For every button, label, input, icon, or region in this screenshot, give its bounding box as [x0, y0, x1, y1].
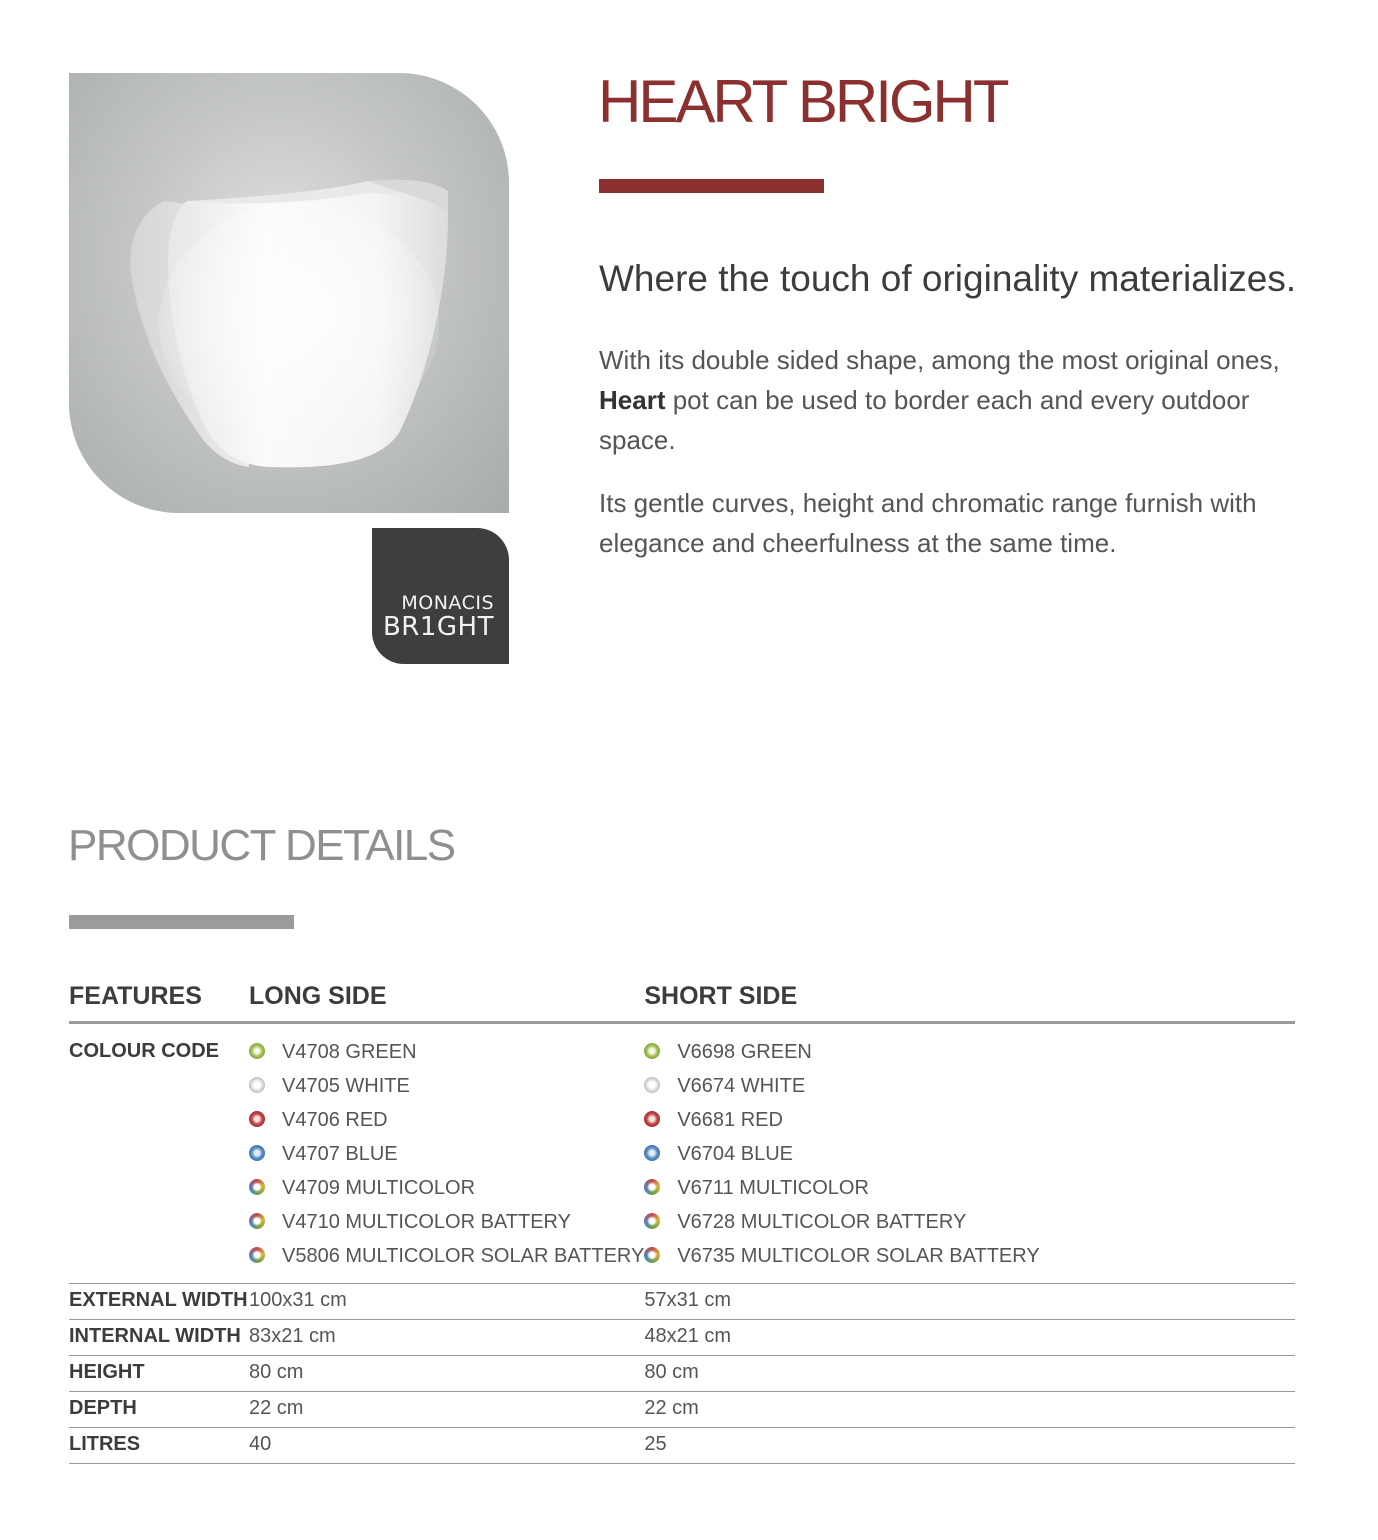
short-side-colours: [644, 1023, 1295, 1284]
product-title: HEART BRIGHT: [598, 68, 1007, 135]
long-side-value: 80 cm: [249, 1356, 644, 1392]
feature-label: LITRES: [69, 1428, 249, 1464]
colour-swatch-icon: [644, 1077, 660, 1093]
description-bold-term: Heart: [599, 385, 666, 415]
feature-label: DEPTH: [69, 1392, 249, 1428]
colour-item: V6674 WHITE: [644, 1074, 1295, 1108]
colour-swatch-icon: [249, 1043, 265, 1059]
colour-swatch-icon: [644, 1145, 660, 1161]
short-side-value: 80 cm: [644, 1356, 1295, 1392]
section-title-product-details: PRODUCT DETAILS: [68, 821, 455, 870]
colour-item: V4708 GREEN: [249, 1040, 644, 1074]
colour-item: V4709 MULTICOLOR: [249, 1176, 644, 1210]
colour-item: V4706 RED: [249, 1108, 644, 1142]
colour-item: V6711 MULTICOLOR: [644, 1176, 1295, 1210]
colour-swatch-icon: [644, 1179, 660, 1195]
colour-swatch-icon: [644, 1111, 660, 1127]
colour-item: V6698 GREEN: [644, 1040, 1295, 1074]
colour-list-long: [249, 1040, 644, 1278]
table-row-external-width: [69, 1284, 1295, 1320]
colour-swatch-icon: [644, 1213, 660, 1229]
colour-item: V4705 WHITE: [249, 1074, 644, 1108]
table-row-colour-code: [69, 1023, 1295, 1284]
brand-logo-line1: MONACIS: [401, 592, 494, 614]
product-photo: [69, 73, 509, 513]
colour-list-short: [644, 1040, 1295, 1278]
short-side-value: 22 cm: [644, 1392, 1295, 1428]
section-divider: [69, 915, 294, 929]
description-paragraph-2: Its gentle curves, height and chromatic range furnish with elegance and cheerfulness at the same time.: [599, 488, 1257, 558]
long-side-value: 100x31 cm: [249, 1284, 644, 1320]
long-side-colours: [249, 1023, 644, 1284]
colour-swatch-icon: [249, 1145, 265, 1161]
colour-swatch-icon: [249, 1077, 265, 1093]
product-description: [599, 340, 1299, 586]
table-header-row: [69, 982, 1295, 1023]
colour-swatch-icon: [644, 1247, 660, 1263]
colour-item: V6728 MULTICOLOR BATTERY: [644, 1210, 1295, 1244]
short-side-value: 57x31 cm: [644, 1284, 1295, 1320]
long-side-value: 83x21 cm: [249, 1320, 644, 1356]
table-row-internal-width: [69, 1320, 1295, 1356]
colour-swatch-icon: [249, 1213, 265, 1229]
colour-swatch-icon: [644, 1043, 660, 1059]
colour-item: V4710 MULTICOLOR BATTERY: [249, 1210, 644, 1244]
title-divider: [599, 179, 824, 193]
colour-item: V4707 BLUE: [249, 1142, 644, 1176]
colour-item: V6681 RED: [644, 1108, 1295, 1142]
feature-label: COLOUR CODE: [69, 1023, 249, 1284]
table-row-litres: [69, 1428, 1295, 1464]
colour-item: V6735 MULTICOLOR SOLAR BATTERY: [644, 1244, 1295, 1278]
table-row-depth: [69, 1392, 1295, 1428]
short-side-value: 48x21 cm: [644, 1320, 1295, 1356]
brand-logo-line2: BR1GHT: [382, 612, 494, 642]
header-features: FEATURES: [69, 982, 249, 1023]
colour-item: V5806 MULTICOLOR SOLAR BATTERY: [249, 1244, 644, 1278]
colour-item: V6704 BLUE: [644, 1142, 1295, 1176]
colour-swatch-icon: [249, 1247, 265, 1263]
product-details-table: [69, 982, 1295, 1464]
brand-logo: [372, 528, 509, 664]
feature-label: HEIGHT: [69, 1356, 249, 1392]
description-paragraph-1: With its double sided shape, among the most original ones, Heart pot can be used to border each and every outdoor space.: [599, 345, 1280, 455]
table-row-height: [69, 1356, 1295, 1392]
colour-swatch-icon: [249, 1111, 265, 1127]
header-short-side: SHORT SIDE: [644, 982, 1295, 1023]
heart-pot-illustration: [69, 73, 509, 513]
long-side-value: 40: [249, 1428, 644, 1464]
colour-swatch-icon: [249, 1179, 265, 1195]
long-side-value: 22 cm: [249, 1392, 644, 1428]
feature-label: INTERNAL WIDTH: [69, 1320, 249, 1356]
header-long-side: LONG SIDE: [249, 982, 644, 1023]
product-tagline: Where the touch of originality materializes.: [599, 258, 1297, 299]
short-side-value: 25: [644, 1428, 1295, 1464]
feature-label: EXTERNAL WIDTH: [69, 1284, 249, 1320]
